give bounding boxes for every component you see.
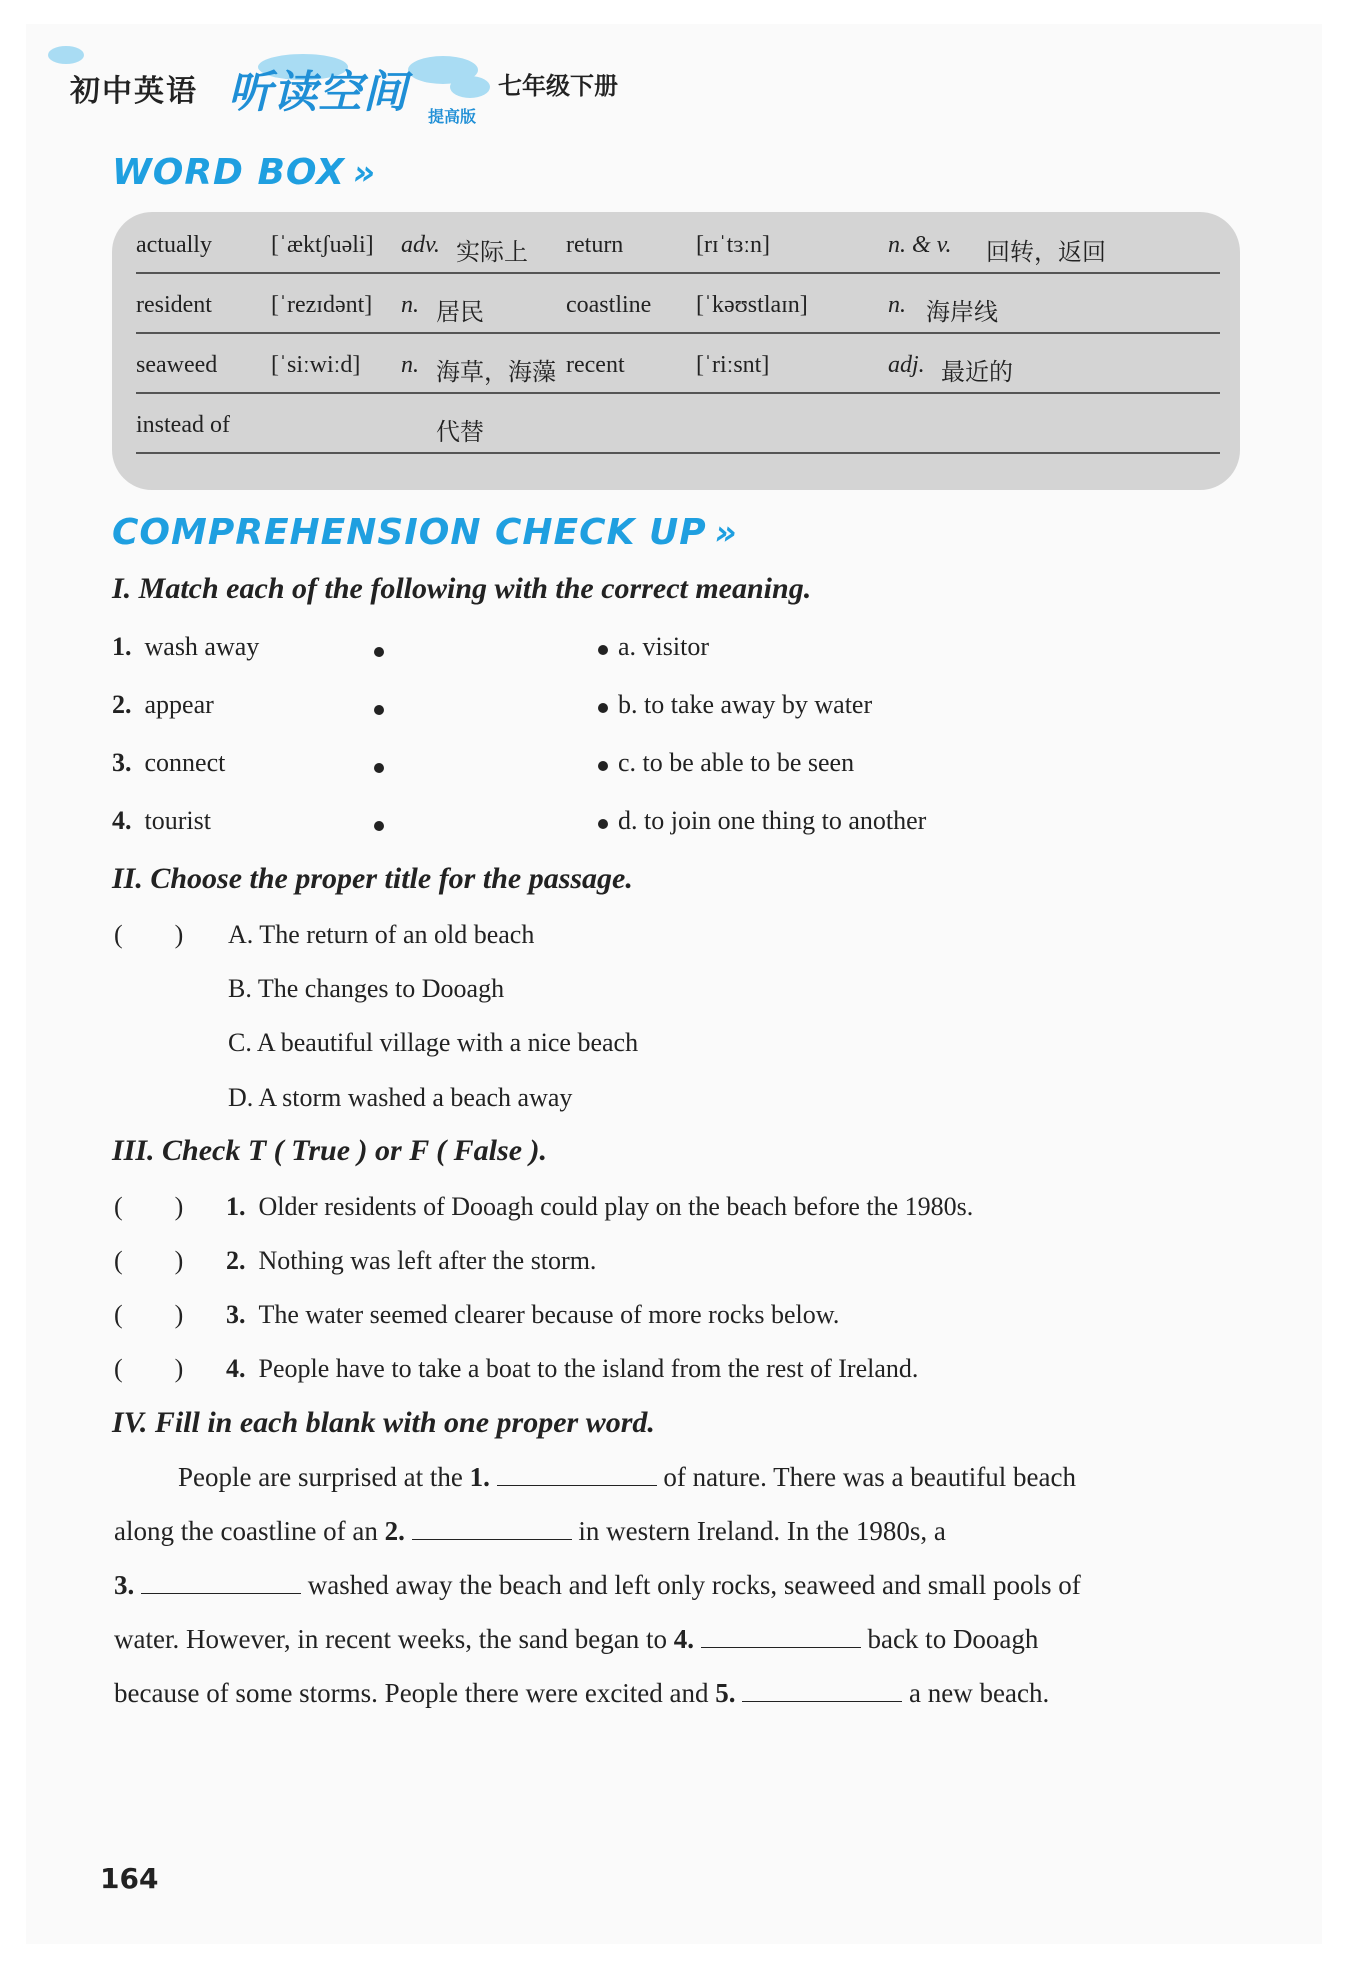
match-dot-right[interactable]	[598, 761, 608, 771]
part-of-speech: n.	[401, 292, 419, 318]
answer-bracket[interactable]: ( )	[114, 1192, 184, 1221]
match-right-item: b. to take away by water	[618, 690, 873, 719]
passage-line	[114, 1678, 1240, 1709]
match-dot-left[interactable]	[374, 705, 384, 715]
cloud-decoration	[48, 46, 84, 64]
word: instead of	[136, 412, 230, 438]
item-text: connect	[144, 748, 226, 777]
item-text: appear	[144, 690, 214, 719]
match-right-item: c. to be able to be seen	[618, 748, 855, 777]
match-left-item	[112, 806, 211, 836]
match-left-item	[112, 632, 259, 662]
match-dot-left[interactable]	[374, 647, 384, 657]
comprehension-title	[112, 512, 738, 553]
meaning: 海岸线	[926, 300, 998, 326]
part3-heading: III. Check T ( True ) or F ( False ).	[112, 1134, 547, 1167]
item-number: 4.	[112, 806, 132, 835]
blank-number: 3.	[114, 1570, 135, 1600]
answer-blank[interactable]	[412, 1517, 572, 1540]
word-box-table	[112, 212, 1240, 490]
passage-line	[114, 1624, 1240, 1655]
word: recent	[566, 352, 625, 378]
answer-blank[interactable]	[497, 1463, 657, 1486]
part-of-speech: n.	[888, 292, 906, 318]
part-of-speech: adv.	[401, 232, 440, 258]
tf-item	[226, 1300, 839, 1330]
match-dot-left[interactable]	[374, 763, 384, 773]
passage-line	[114, 1516, 1240, 1547]
tf-item	[226, 1246, 596, 1276]
word: resident	[136, 292, 212, 318]
phonetic: [ˈæktʃuəli]	[271, 232, 374, 258]
meaning: 代替	[436, 420, 484, 446]
phonetic: [ˈkəʊstlaɪn]	[696, 292, 808, 318]
phonetic: [rɪˈtɜːn]	[696, 232, 771, 258]
match-left-item	[112, 748, 225, 778]
part-of-speech: n. & v.	[888, 232, 952, 258]
title-option: A. The return of an old beach	[228, 920, 535, 949]
match-left-item	[112, 690, 214, 720]
word-row	[136, 392, 1220, 454]
passage-text: water. However, in recent weeks, the sand began to	[114, 1624, 667, 1654]
answer-bracket[interactable]: ( )	[114, 1354, 184, 1383]
word-box-title-text: WORD BOX	[112, 152, 345, 193]
part1-heading: I. Match each of the following with the correct meaning.	[112, 572, 812, 605]
passage-line	[114, 1570, 1240, 1601]
tf-item	[226, 1354, 918, 1384]
word-row	[136, 212, 1220, 274]
passage-text: washed away the beach and left only rocks, seaweed and small pools of	[307, 1570, 1081, 1600]
brand-logo: 听读空间	[228, 67, 408, 118]
cloud-decoration	[450, 76, 490, 98]
passage-text: People are surprised at the	[178, 1462, 463, 1492]
phonetic: [ˈrezɪdənt]	[271, 292, 373, 318]
item-number: 4.	[226, 1354, 246, 1383]
match-dot-right[interactable]	[598, 819, 608, 829]
double-chevron-icon: »	[352, 153, 377, 193]
double-chevron-icon: »	[714, 513, 738, 553]
answer-blank[interactable]	[742, 1679, 902, 1702]
passage-text: along the coastline of an	[114, 1516, 378, 1546]
answer-bracket[interactable]: ( )	[114, 1300, 184, 1329]
edition-label: 提高版	[428, 107, 477, 126]
meaning: 回转，返回	[986, 240, 1106, 266]
part-of-speech: n.	[401, 352, 419, 378]
word: actually	[136, 232, 212, 258]
answer-bracket[interactable]: ( )	[114, 1246, 184, 1275]
match-dot-right[interactable]	[598, 703, 608, 713]
item-text: Older residents of Dooagh could play on the beach before the 1980s.	[258, 1192, 974, 1221]
meaning: 实际上	[456, 240, 528, 266]
book-header	[48, 38, 688, 126]
item-number: 2.	[112, 690, 132, 719]
meaning: 海草，海藻	[436, 360, 556, 386]
phonetic: [ˈriːsnt]	[696, 352, 770, 378]
blank-number: 1.	[469, 1462, 490, 1492]
item-text: tourist	[144, 806, 211, 835]
word: return	[566, 232, 624, 258]
match-right-item: a. visitor	[618, 632, 709, 661]
fill-in-passage	[114, 1462, 1240, 1722]
passage-text: back to Dooagh	[867, 1624, 1039, 1654]
meaning: 居民	[436, 300, 484, 326]
page-number: 164	[100, 1862, 159, 1895]
item-number: 1.	[226, 1192, 246, 1221]
item-number: 1.	[112, 632, 132, 661]
item-number: 2.	[226, 1246, 246, 1275]
item-number: 3.	[112, 748, 132, 777]
word-row	[136, 272, 1220, 334]
passage-text: because of some storms. People there were excited and	[114, 1678, 709, 1708]
part4-heading: IV. Fill in each blank with one proper word.	[112, 1406, 655, 1439]
answer-blank[interactable]	[701, 1625, 861, 1648]
word: coastline	[566, 292, 652, 318]
blank-number: 2.	[384, 1516, 405, 1546]
series-title: 初中英语	[70, 74, 198, 109]
item-text: wash away	[144, 632, 260, 661]
word-row	[136, 332, 1220, 394]
match-right-item: d. to join one thing to another	[618, 806, 927, 835]
passage-text: in western Ireland. In the 1980s, a	[578, 1516, 946, 1546]
meaning: 最近的	[941, 360, 1013, 386]
blank-number: 5.	[715, 1678, 736, 1708]
answer-blank[interactable]	[141, 1571, 301, 1594]
title-option: B. The changes to Dooagh	[228, 974, 505, 1003]
item-number: 3.	[226, 1300, 246, 1329]
title-option: C. A beautiful village with a nice beach	[228, 1028, 639, 1057]
grade-label: 七年级下册	[498, 72, 618, 100]
tf-item	[226, 1192, 973, 1222]
passage-text: of nature. There was a beautiful beach	[663, 1462, 1076, 1492]
passage-line	[114, 1462, 1240, 1493]
item-text: Nothing was left after the storm.	[258, 1246, 597, 1275]
part-of-speech: adj.	[888, 352, 925, 378]
passage-text: a new beach.	[909, 1678, 1050, 1708]
blank-number: 4.	[673, 1624, 694, 1654]
comprehension-title-text: COMPREHENSION CHECK UP	[112, 512, 707, 553]
match-dot-right[interactable]	[598, 645, 608, 655]
phonetic: [ˈsiːwiːd]	[271, 352, 361, 378]
item-text: The water seemed clearer because of more rocks below.	[258, 1300, 840, 1329]
word-box-title	[112, 152, 376, 193]
part2-heading: II. Choose the proper title for the passage.	[112, 862, 633, 895]
title-option: D. A storm washed a beach away	[228, 1083, 573, 1112]
item-text: People have to take a boat to the island from the rest of Ireland.	[258, 1354, 919, 1383]
word: seaweed	[136, 352, 218, 378]
match-dot-left[interactable]	[374, 821, 384, 831]
answer-bracket[interactable]: ( )	[114, 920, 184, 949]
